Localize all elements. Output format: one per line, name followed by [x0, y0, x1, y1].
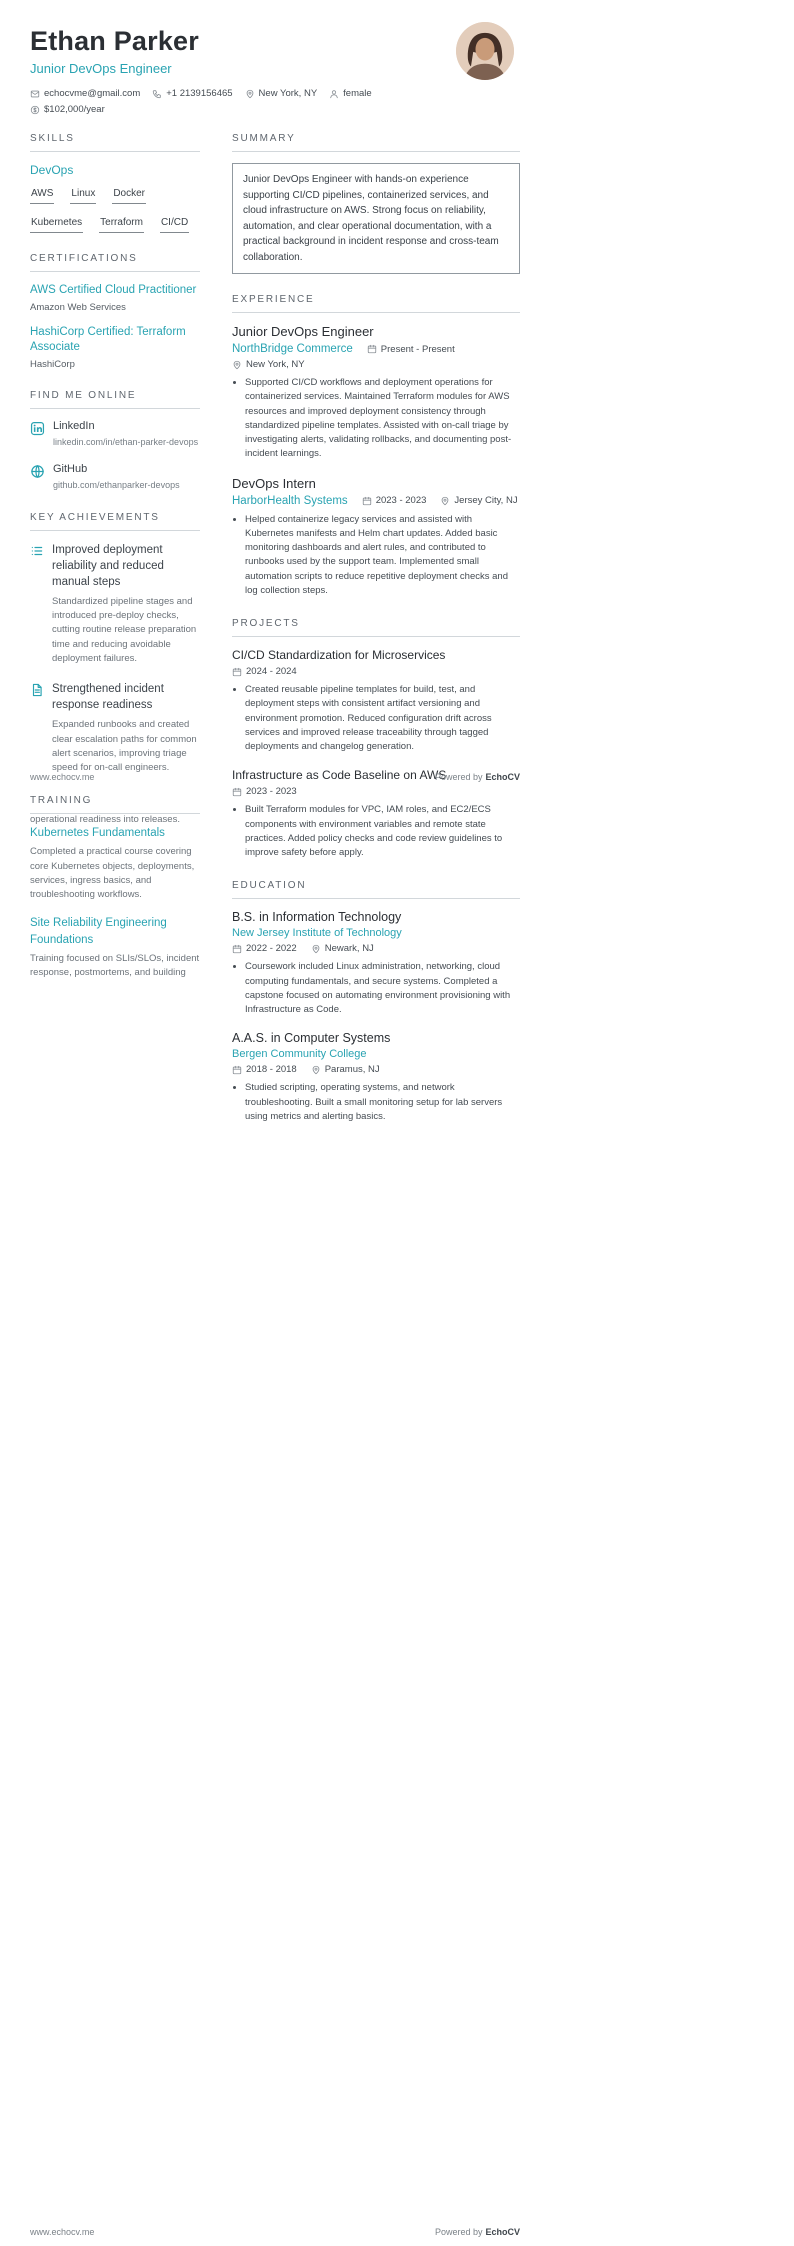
skill-chip: Kubernetes: [30, 217, 83, 233]
skill-group-label: DevOps: [30, 163, 74, 177]
project-bullets: [232, 683, 520, 754]
bullet-point: • Coursework included Linux administration, networking, cloud computing fundamentals, and secure systems. Completed a capstone focused on automating environment provisioning with Infrastructure as Code.: [245, 960, 520, 1017]
experience-meta-row: [232, 343, 520, 370]
date-range-text: 2023 - 2023: [246, 786, 297, 798]
section-heading-find-me-online: FIND ME ONLINE: [30, 390, 200, 409]
date-range-text: Present - Present: [380, 343, 455, 355]
job-location: [440, 495, 517, 506]
social-text: [53, 463, 180, 492]
powered-by-text: Powered by: [434, 2227, 483, 2237]
project-title: Infrastructure as Code Baseline on AWS: [232, 768, 447, 783]
school-name: Bergen Community College: [232, 1048, 367, 1061]
training-title: Kubernetes Fundamentals: [30, 827, 165, 840]
brand-name: EchoCV: [485, 772, 520, 782]
certification-issuer: HashiCorp: [30, 358, 75, 370]
location-value: New York, NY: [258, 88, 318, 99]
certification-issuer: Amazon Web Services: [30, 301, 126, 313]
skill-chip: Terraform: [99, 217, 144, 233]
section-heading-summary: SUMMARY: [232, 133, 520, 152]
degree: A.A.S. in Computer Systems: [232, 1031, 391, 1046]
certification-item: [30, 325, 200, 370]
company-name: NorthBridge Commerce: [232, 343, 353, 355]
section-certifications: [30, 253, 200, 370]
project-title: CI/CD Standardization for Microservices: [232, 648, 446, 662]
contact-item-email: [30, 88, 140, 99]
contact-item-gender: [329, 88, 372, 99]
person-icon: [329, 89, 339, 99]
social-text: [53, 420, 198, 449]
school-location-text: Paramus, NJ: [324, 1064, 380, 1076]
school-location-text: Newark, NJ: [324, 943, 374, 955]
section-heading-experience: EXPERIENCE: [232, 294, 520, 313]
footer-site-link[interactable]: www.echocv.me: [30, 2227, 95, 2237]
project-meta-row: [232, 666, 520, 677]
section-heading-certifications: CERTIFICATIONS: [30, 253, 200, 272]
social-url[interactable]: github.com/ethanparker-devops: [53, 479, 180, 490]
section-heading-skills: SKILLS: [30, 133, 200, 152]
school-name: New Jersey Institute of Technology: [232, 927, 402, 940]
powered-by[interactable]: [435, 772, 520, 782]
phone-icon: [152, 89, 162, 99]
brand-name: EchoCV: [485, 2227, 520, 2237]
key-achievement-item: [30, 542, 200, 667]
bullet-point: • Created reusable pipeline templates for build, test, and deployment steps with consistent artifact versioning and environment promotion. Reduced configuration drift across services and improved release traceability through tagged deployments and changelog generation.: [245, 683, 520, 754]
section-summary: [232, 133, 520, 274]
bullet-point: • Helped containerize legacy services and assisted with Kubernetes manifests and Helm chart updates. Added basic monitoring dashboards and alert rules, and contributed to runbooks used by the support team. Implemented small automation scripts to reduce repetitive deployment checks and log collection steps.: [245, 513, 520, 599]
social-link-github[interactable]: [30, 463, 200, 492]
date-range: [367, 344, 455, 355]
section-heading-training: TRAINING: [30, 795, 200, 814]
powered-by-text: Powered by: [434, 772, 483, 782]
date-range-text: 2023 - 2023: [375, 495, 427, 506]
social-label: LinkedIn: [53, 419, 95, 432]
location-pin-icon: [245, 89, 255, 99]
phone-value: +1 2139156465: [166, 88, 233, 99]
powered-by[interactable]: [435, 2227, 520, 2237]
certification-item: [30, 283, 200, 313]
job-role: DevOps Intern: [232, 475, 316, 491]
social-link-linkedin[interactable]: [30, 420, 200, 449]
degree: B.S. in Information Technology: [232, 910, 402, 925]
page-footer: [30, 772, 520, 782]
training-body: Completed a practical course covering core Kubernetes objects, deployments, services, ingress basics, and troubleshooting workflows.: [30, 846, 195, 901]
contact-item-location: [245, 88, 318, 99]
project-item: [232, 648, 520, 754]
job-role: Junior DevOps Engineer: [232, 324, 374, 339]
email-value: echocvme@gmail.com: [44, 88, 141, 99]
skill-chip: CI/CD: [160, 217, 189, 233]
social-url[interactable]: linkedin.com/in/ethan-parker-devops: [53, 436, 199, 447]
training-title: Site Reliability Engineering Foundations: [30, 917, 167, 946]
job-location: [232, 359, 305, 370]
gender-value: female: [343, 88, 372, 99]
job-location-text: Jersey City, NJ: [454, 495, 518, 506]
date-range: [362, 495, 427, 506]
experience-bullets: [232, 376, 520, 462]
overflow-text: operational readiness into releases.: [30, 814, 180, 825]
section-find-me-online: [30, 390, 200, 492]
calendar-icon: [362, 496, 372, 506]
contact-row: [30, 88, 440, 115]
bullet-point: • Built Terraform modules for VPC, IAM roles, and EC2/ECS components with environment variables and remote state practices. Added policy checks and code review guidelines to improve safety before apply.: [245, 803, 520, 860]
skill-chip: Linux: [70, 188, 96, 204]
section-heading-education: EDUCATION: [232, 880, 520, 899]
experience-meta-row: [232, 495, 520, 507]
section-heading-projects: PROJECTS: [232, 618, 520, 637]
certification-name: HashiCorp Certified: Terraform Associate: [30, 325, 186, 354]
date-range: [232, 666, 297, 677]
section-heading-key-achievements: KEY ACHIEVEMENTS: [30, 512, 200, 531]
avatar: [456, 22, 514, 80]
section-experience: [232, 294, 520, 598]
resume-header: [30, 0, 520, 115]
location-pin-icon: [440, 496, 450, 506]
job-location-text: New York, NY: [246, 359, 305, 370]
section-skills: [30, 133, 200, 233]
date-range-text: 2024 - 2024: [246, 666, 297, 677]
list-icon: [30, 544, 44, 558]
social-label: GitHub: [53, 462, 88, 475]
calendar-icon: [232, 667, 242, 677]
experience-item: [232, 324, 520, 462]
salary-icon: [30, 105, 40, 115]
bullet-point: • Studied scripting, operating systems, and network troubleshooting. Built a small monitoring setup for lab servers using metrics and alerting basics.: [245, 1081, 520, 1124]
calendar-icon: [367, 344, 377, 354]
name-heading: Ethan Parker: [30, 26, 199, 56]
linkedin-icon: [30, 421, 45, 436]
summary-text: Junior DevOps Engineer with hands-on experience supporting CI/CD pipelines, containerized services, and cloud infrastructure on AWS. Strong focus on reliability, automation, and clear operational documentation, with a practical background in incident response and cross-team collaboration.: [232, 163, 520, 274]
experience-bullets: [232, 513, 520, 599]
date-range-text: 2022 - 2022: [246, 943, 297, 955]
page-footer: [30, 2227, 520, 2237]
contact-item-phone: [152, 88, 232, 99]
resume-page-2: [0, 795, 550, 2246]
github-icon: [30, 464, 45, 479]
achievement-title: Strengthened incident response readiness: [52, 683, 164, 712]
location-pin-icon: [232, 360, 242, 370]
mail-icon: [30, 89, 40, 99]
section-key-achievements: [30, 512, 200, 776]
achievement-body: Standardized pipeline stages and introduced pre-deploy checks, cutting routine release preparation time and reducing avoidable deployment failures.: [52, 595, 197, 664]
bullet-point: • Supported CI/CD workflows and deployment operations for containerized services. Maintained Terraform modules for AWS resources and improved deployment consistency through standardized pipeline templates. Assisted with on-call triage by investigating alerts, validating rollbacks, and documenting post-incident learnings.: [245, 376, 520, 462]
company-name: HarborHealth Systems: [232, 494, 348, 507]
achievement-body: Expanded runbooks and created clear escalation paths for common alert scenarios, improving triage speed for on-call engineers.: [52, 719, 197, 774]
date-range-text: 2018 - 2018: [246, 1064, 297, 1076]
achievement-text: [52, 542, 200, 667]
skill-chip: AWS: [30, 188, 54, 204]
achievement-title: Improved deployment reliability and reduced manual steps: [52, 543, 164, 588]
skill-chip-list: [30, 188, 200, 233]
salary-value: $102,000/year: [44, 104, 105, 115]
experience-item: [232, 476, 520, 599]
document-icon: [30, 683, 44, 697]
skill-chip: Docker: [112, 188, 146, 204]
certification-name: AWS Certified Cloud Practitioner: [30, 284, 197, 296]
training-body: Training focused on SLIs/SLOs, incident response, postmortems, and building: [30, 952, 200, 978]
contact-item-salary: [30, 104, 105, 115]
footer-site-link[interactable]: www.echocv.me: [30, 772, 95, 782]
key-achievement-item: [30, 681, 200, 775]
job-title: Junior DevOps Engineer: [30, 61, 172, 76]
achievement-text: [52, 681, 200, 775]
